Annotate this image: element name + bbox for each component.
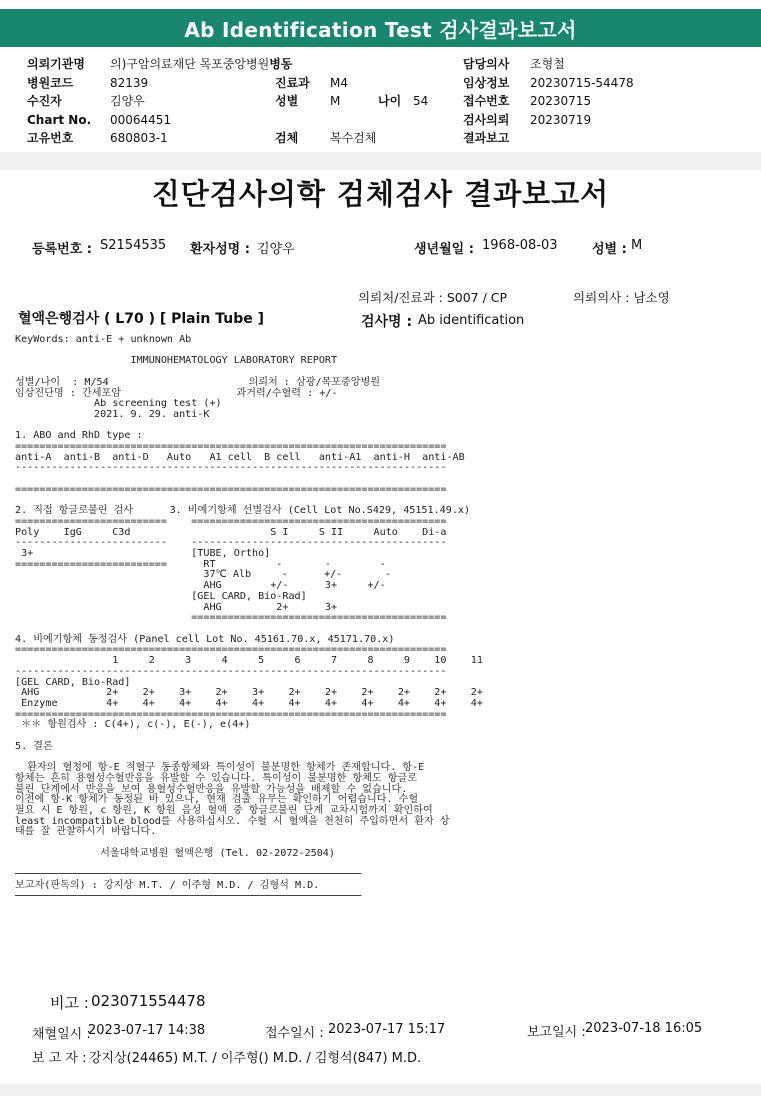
note-label: 비고 : [50,994,89,1012]
report-title: 진단검사의학 검체검사 결과보고서 [151,177,610,211]
collect-value: 2023-07-17 14:38 [88,1023,206,1038]
info-col3-values [530,55,634,129]
info-label-patient: 수진자 [27,94,62,108]
info-label-dept: 진료과 [275,75,310,90]
section-divider [0,152,761,170]
birth-date-value: 1968-08-03 [482,238,558,253]
doctor-line: 의뢰의사 : 남소영 [573,290,670,305]
footer-strip [0,1084,761,1096]
reporter-label: 보 고 자 : [32,1051,87,1066]
sex-label: 성별 : [592,242,627,257]
info-unique-no: 680803-1 [110,131,168,145]
info-request-date: 20230715 [530,94,592,108]
info-dept: M4 [330,75,348,90]
info-col1-values [110,55,292,148]
info-label-doctor: 담당의사 [463,57,510,71]
info-specimen: 복수검체 [330,131,377,145]
report-date-label: 보고일시 : [527,1025,586,1040]
info-receipt-no: 20230715-54478 [530,75,634,90]
info-report-date: 20230719 [530,112,592,127]
note-value: 023071554478 [91,992,206,1010]
test-name-label: 검사명 : [361,314,413,330]
info-chart-no: 00064451 [110,112,172,127]
reporter-value: 강지상(24465) M.T. / 이주형() M.D. / 김형석(847) M.D. [89,1051,422,1066]
info-label-sex: 성별 [275,94,299,108]
info-label-specimen: 검체 [275,131,299,145]
info-ward-label: 병동 [269,57,293,71]
info-col2-values [330,74,376,148]
info-label-report-date: 결과보고 [463,131,510,145]
birth-date-label: 생년월일 : [414,242,474,257]
test-group: 혈액은행검사 ( L70 ) [ Plain Tube ] [18,311,265,327]
report-header-title: Ab Identification Test 검사결과보고서 [184,17,577,42]
info-institution: 의)구암의료재단 목포중앙병원 [110,57,270,71]
info-col2-labels [275,74,310,148]
info-col1-labels [27,55,91,148]
reg-no-value: S2154535 [100,238,167,253]
receipt-label: 접수일시 : [265,1026,324,1041]
sex-value: M [631,238,643,253]
dept-line: 의뢰처/진료과 : S007 / CP [358,290,508,305]
patient-name-label: 환자성명 : [190,242,250,257]
info-patient-name: 김양우 [110,94,145,108]
lab-report-body: KeyWords: anti-E + unknown Ab IMMUNOHEMATOLOGY LABORATORY REPORT 성별/나이 : M/54 의뢰처 : 삼광/목포중앙병원 임상진단명 : 간세포암 과거력/수혈력 : +/- Ab screening test (+) 2021. 9. 29. anti-K 1. ABO and RhD type : ======================================================================= anti-A anti-B anti-D Auto A1 cell B cell anti-A1 anti-H anti-AB ----------------------------------------------------------------------- ======================================================================= 2. 직접 항글로불린 검사 3. 비예기항체 선별검사 (Cell Lot No.S429, 45151.49.x) ========================= ========================================== Poly IgG C3d S I S II Auto Di-a ------------------------- ------------------------------------------ 3+ [TUBE, Ortho] ========================= RT - - - 37℃ Alb - +/- - AHG +/- 3+ +/- [GEL CARD, Bio-Rad] AHG 2+ 3+ ========================================== 4. 비예기항체 동정검사 (Panel cell Lot No. 45161.70.x, 45171.70.x) ======================================================================= 1 2 3 4 5 6 7 8 9 10 11 ----------------------------------------------------------------------- [GEL CARD, Bio-Rad] AHG 2+ 2+ 3+ 2+ 3+ 2+ 2+ 2+ 2+ 2+ 2+ Enzyme 4+ 4+ 4+ 4+ 4+ 4+ 4+ 4+ 4+ 4+ 4+ ======================================================================= ＊＊ 항원검사 : C(4+), c(-), E(-), e(4+) 5. 결론 환자의 혈청에 항-E 적혈구 동종항체와 특이성이 불분명한 항체가 존재합니다. 항-E 항체는 흔히 용혈성수혈반응을 유발할 수 있습니다. 특이성이 불분명한 항체도 항글로 불린 단계에서 반응을 보여 용혈성수혈반응을 유발할 가능성을 배제할 수 없습니다. 이전에 항-K 항체가 동정된 바 있으나, 현재 검출 유무는 확인하기 어렵습니다. 수혈 필요 시 E 항원, c 항원, K 항원 음성 혈액 중 항글로불린 단계 교차시험까지 확인하여 least incompatible blood를 사용하십시오. 수혈 시 혈액을 천천히 주입하면서 환자 상 태를 잘 관찰하시기 바랍니다. 서울대학교병원 혈액은행 (Tel. 02-2072-2504) ───────────────────────────────────────────────────────── 보고자(판독의) : 강지상 M.T. / 이주형 M.D. / 김형석 M.D. ───────────────────────────────────────────────────────── [15,334,483,902]
collect-label: 채혈일시 : [32,1027,91,1042]
patient-name-value: 김양우 [257,242,295,257]
info-label-unique-no: 고유번호 [27,131,74,145]
report-header-banner [0,9,761,47]
info-age-value: 54 [413,94,429,108]
info-label-hospital-code: 병원코드 [27,75,74,90]
info-doctor: 조형철 [530,57,565,71]
reg-no-label: 등록번호 : [32,242,92,257]
info-label-age: 나이 [378,94,402,108]
info-label-request-date: 검사의뢰 [463,112,510,127]
info-label-receipt-no: 접수번호 [463,94,510,108]
receipt-value: 2023-07-17 15:17 [328,1022,446,1037]
info-hospital-code: 82139 [110,75,149,90]
report-date-value: 2023-07-18 16:05 [585,1021,703,1036]
info-col3-labels [463,55,509,148]
info-label-clinical: 임상정보 [463,75,510,90]
test-name-value: Ab identification [418,313,525,328]
info-sex: M [330,94,341,108]
info-label-chart-no: Chart No. [27,112,92,127]
info-age [378,92,428,111]
info-label-institution: 의뢰기관명 [27,57,85,71]
